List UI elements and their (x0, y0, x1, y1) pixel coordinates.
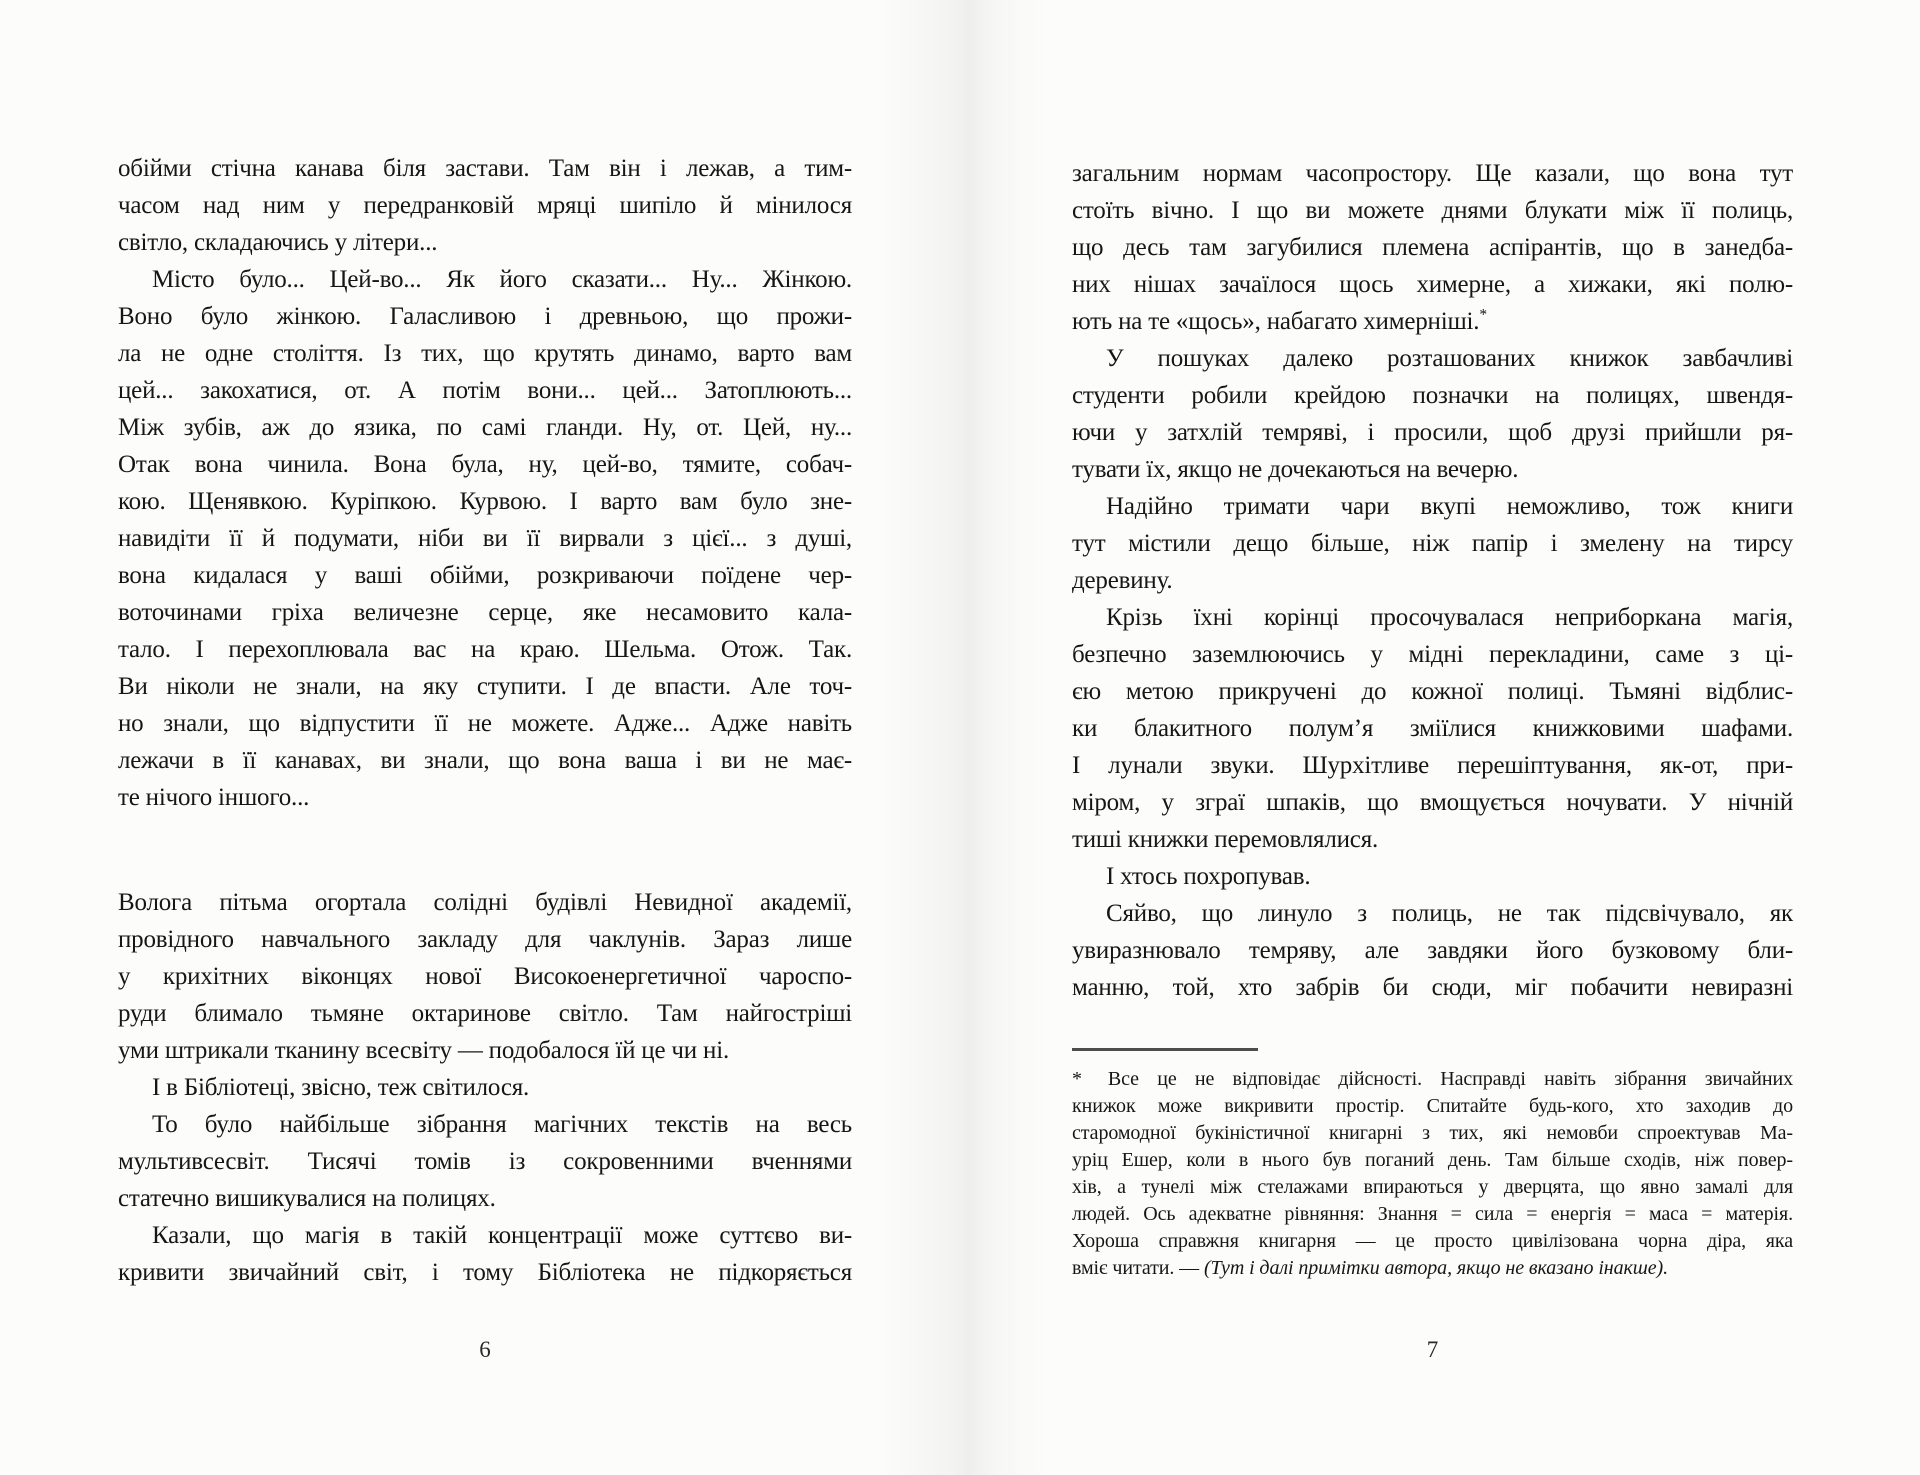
text-line: єю метою прикручені до кожної полиці. Тьмяні відблис- (1072, 678, 1793, 705)
text-line: стоїть вічно. І що ви можете днями блукати між її полиць, (1072, 197, 1793, 224)
text-line: навидіти її й подумати, ніби ви її вирвали з цієї... з душі, (118, 525, 852, 552)
text-line: тут містили дещо більше, ніж папір і змелену на тирсу (1072, 530, 1793, 557)
paragraph (1072, 1066, 1793, 1282)
paragraph (1072, 599, 1793, 858)
text-line: Волога пітьма огортала солідні будівлі Невидної академії, (118, 889, 852, 916)
paragraph (118, 1217, 852, 1291)
text-line: ють на те «щось», набагато химерніші.* (1072, 306, 1487, 335)
text-line: світло, складаючись у літери... (118, 229, 438, 256)
paragraph (118, 1069, 852, 1106)
text-line: безпечно заземлюючись у мідні перекладини, саме з ці- (1072, 641, 1793, 668)
text-line: студенти робили крейдою позначки на полицях, швендя- (1072, 382, 1793, 409)
paragraph (118, 261, 852, 816)
text-line: обійми стічна канава біля застави. Там він і лежав, а тим- (118, 155, 852, 182)
text-line: Воно було жінкою. Галасливою і древньою, що прожи- (118, 303, 852, 330)
footnote (1072, 1066, 1793, 1282)
text-line: кою. Щенявкою. Куріпкою. Курвою. І варто вам було зне- (118, 488, 852, 515)
text-line: часом над ним у передранковій мряці шипіло й мінилося (118, 192, 852, 219)
page-number-right: 7 (1426, 1337, 1439, 1362)
page-number-left: 6 (479, 1337, 491, 1362)
text-line: Крізь їхні корінці просочувалася неприборкана магія, (1106, 604, 1793, 631)
text-line: Ви ніколи не знали, на яку ступити. І де впасти. Але точ- (118, 673, 852, 700)
text-line: статечно вишикувалися на полицях. (118, 1185, 496, 1212)
text-line: хів, а тунелі між стелажами впираються у дверцята, що явно замалі для (1072, 1176, 1793, 1198)
text-line: манню, той, хто забрів би сюди, міг побачити невиразні (1072, 974, 1793, 1001)
text-line: мультивсесвіт. Тисячі томів із сокровенними вченнями (118, 1148, 852, 1175)
text-line: Надійно тримати чари вкупі неможливо, тож книги (1106, 493, 1793, 520)
text-line: них нішах зачаїлося щось химерне, а хижаки, які полю- (1072, 271, 1793, 298)
text-line: ла не одне століття. Із тих, що крутять динамо, варто вам (118, 340, 852, 367)
paragraph (1072, 155, 1793, 340)
text-line: І лунали звуки. Шурхітливе перешіптування, як-от, при- (1072, 752, 1793, 779)
text-line: руди блимало тьмяне октаринове світло. Там найгостріші (118, 1000, 852, 1027)
text-line: То було найбільше зібрання магічних текстів на весь (152, 1111, 852, 1138)
paragraph (1072, 895, 1793, 1006)
text-line: лежачи в її канавах, ви знали, що вона ваша і ви не має- (118, 747, 852, 774)
paragraph (118, 150, 852, 261)
text-line: Хороша справжня книгарня — це просто цивілізована чорна діра, яка (1072, 1230, 1793, 1252)
text-line: старомодної букіністичної книгарні з тих, які немовби спроектував Ма- (1072, 1122, 1793, 1144)
text-line: І хтось похропував. (1106, 863, 1311, 890)
text-line: Місто було... Цей-во... Як його сказати... Ну... Жінкою. (152, 266, 852, 293)
text-line: деревину. (1072, 567, 1173, 594)
text-line: * Все це не відповідає дійсності. Насправді навіть зібрання звичайних (1072, 1068, 1793, 1090)
text-line: книжок може викривити простір. Спитайте будь-кого, хто заходив до (1072, 1095, 1793, 1117)
paragraph (1072, 858, 1793, 895)
page-gutter-shadow (880, 0, 1050, 1475)
text-line: тиші книжки перемовлялися. (1072, 826, 1379, 853)
paragraph (118, 1106, 852, 1217)
text-line: воточинами гріха величезне серце, яке несамовито кала- (118, 599, 852, 626)
text-line: кривити звичайний світ, і тому Бібліотека не підкоряється (118, 1259, 852, 1286)
text-line: У пошуках далеко розташованих книжок завбачливі (1106, 345, 1793, 372)
text-line: тувати їх, якщо не дочекаються на вечерю. (1072, 456, 1519, 483)
text-line: загальним нормам часопростору. Ще казали, що вона тут (1072, 160, 1793, 187)
text-line: Між зубів, аж до язика, по самі гланди. Ну, от. Цей, ну... (118, 414, 852, 441)
paragraph (1072, 340, 1793, 488)
page-left-text (118, 150, 852, 1291)
text-line: но знали, що відпустити її не можете. Адже... Адже навіть (118, 710, 852, 737)
text-line: вміє читати. — (Тут і далі примітки автора, якщо не вказано інакше). (1072, 1257, 1668, 1279)
text-line: увиразнювало темряву, але завдяки його бузковому бли- (1072, 937, 1793, 964)
text-line: провідного навчального закладу для чаклунів. Зараз лише (118, 926, 852, 953)
text-line: Казали, що магія в такій концентрації може суттєво ви- (152, 1222, 852, 1249)
text-line: уми штрикали тканину всесвіту — подобалося їй це чи ні. (118, 1037, 729, 1064)
paragraph (1072, 488, 1793, 599)
text-line: людей. Ось адекватне рівняння: Знання = сила = енергія = маса = матерія. (1072, 1203, 1793, 1225)
text-line: міром, у зграї шпаків, що вмощується ночувати. У нічній (1072, 789, 1793, 816)
page-right-text (1072, 155, 1793, 1006)
text-line: вона кидалася у ваші обійми, розкриваючи поїдене чер- (118, 562, 852, 589)
text-line: Отак вона чинила. Вона була, ну, цей-во, тямите, собач- (118, 451, 852, 478)
text-line: що десь там загубилися племена аспірантів, що в занедба- (1072, 234, 1793, 261)
paragraph (118, 884, 852, 1069)
text-line: цей... закохатися, от. А потім вони... цей... Затоплюють... (118, 377, 852, 404)
text-line: І в Бібліотеці, звісно, теж світилося. (152, 1074, 530, 1101)
footnote-rule (1072, 1048, 1258, 1051)
text-line: ки блакитного полум’я зміїлися книжковими шафами. (1072, 715, 1793, 742)
text-line: уріц Ешер, коли в нього був поганий день. Там більше сходів, ніж повер- (1072, 1149, 1793, 1171)
text-line: Сяйво, що линуло з полиць, не так підсвічувало, як (1106, 900, 1793, 927)
text-line: те нічого іншого... (118, 784, 310, 811)
text-line: ючи у затхлій темряві, і просили, щоб друзі прийшли ря- (1072, 419, 1793, 446)
text-line: тало. І перехоплювала вас на краю. Шельма. Отож. Так. (118, 636, 852, 663)
text-line: у крихітних віконцях нової Високоенергетичної чароспо- (118, 963, 852, 990)
